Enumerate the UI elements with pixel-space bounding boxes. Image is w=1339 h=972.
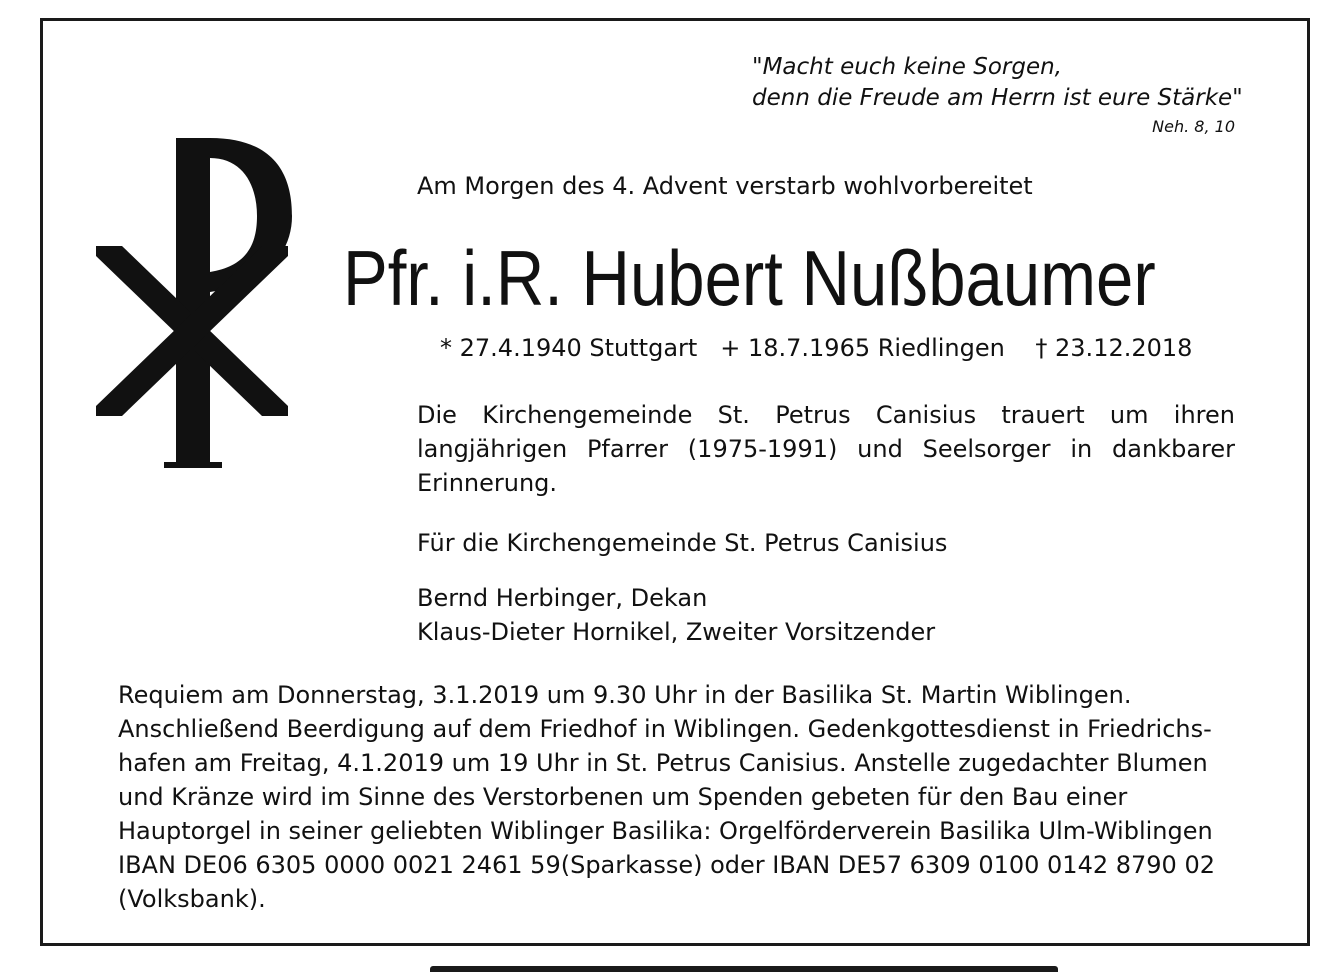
requiem-line: Requiem am Donnerstag, 3.1.2019 um 9.30 Uhr in der Basilika St. Martin Wiblingen. [118,681,1132,709]
requiem-line: hafen am Freitag, 4.1.2019 um 19 Uhr in St. Petrus Canisius. Anstelle zugedachter Blumen [118,749,1208,777]
mourning-text: Die Kirchengemeinde St. Petrus Canisius trauert um ihren langjährigen Pfarrer (1975-1991) und Seelsorger in dankbarer Erinnerung. [417,401,1235,497]
requiem-text [118,678,1238,916]
ordination-date: + 18.7.1965 Riedlingen [720,334,1005,362]
requiem-line: (Volksbank). [118,885,266,913]
quote-reference: Neh. 8, 10 [1152,117,1235,136]
signers [417,581,935,649]
life-dates [440,334,1192,362]
next-ad-edge [430,966,1058,972]
quote-line-2: denn die Freude am Herrn ist eure Stärke" [752,85,1243,111]
birth-date: * 27.4.1940 Stuttgart [440,334,698,362]
on-behalf-line: Für die Kirchengemeinde St. Petrus Canisius [417,529,948,557]
requiem-line: Anschließend Beerdigung auf dem Friedhof in Wiblingen. Gedenkgottesdienst in Friedrichs- [118,715,1212,743]
signer: Bernd Herbinger, Dekan [417,584,708,612]
requiem-line: IBAN DE06 6305 0000 0021 2461 59(Sparkasse) oder IBAN DE57 6309 0100 0142 8790 02 [118,851,1215,879]
requiem-line: Hauptorgel in seiner geliebten Wiblinger Basilika: Orgelförderverein Basilika Ulm-Wiblingen [118,817,1213,845]
requiem-line: und Kränze wird im Sinne des Verstorbenen um Spenden gebeten für den Bau einer [118,783,1128,811]
intro-line: Am Morgen des 4. Advent verstarb wohlvorbereitet [417,172,1033,200]
signer: Klaus-Dieter Hornikel, Zweiter Vorsitzender [417,618,936,646]
quote-line-1: "Macht euch keine Sorgen, [752,54,1062,80]
chi-rho-icon [92,134,292,470]
bible-quote [752,52,1243,114]
death-date: † 23.12.2018 [1035,334,1193,362]
deceased-name: Pfr. i.R. Hubert Nußbaumer [343,234,1156,322]
